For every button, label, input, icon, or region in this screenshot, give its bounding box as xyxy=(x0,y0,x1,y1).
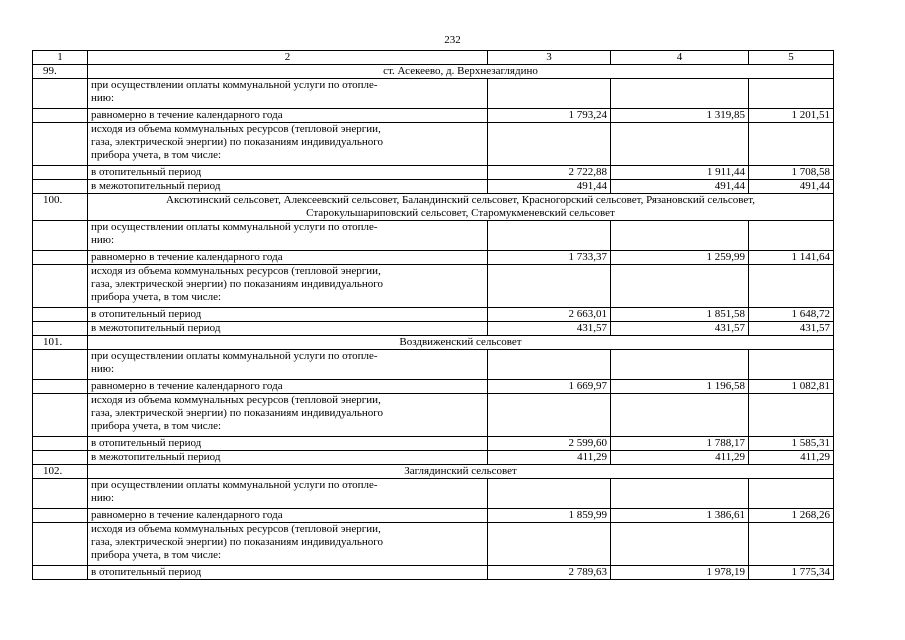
table-row xyxy=(33,221,834,251)
row-label: равномерно в течение календарного года xyxy=(88,509,488,523)
row-number-cell xyxy=(33,166,88,180)
row-number-cell xyxy=(33,322,88,336)
row-label: исходя из объема коммунальных ресурсов (тепловой энергии, газа, электрической энергии) по показаниям индивидуального прибора учета, в том числе: xyxy=(88,394,488,437)
value-cell xyxy=(611,350,749,380)
table-row xyxy=(33,350,834,380)
row-number-cell xyxy=(33,79,88,109)
value-cell xyxy=(611,394,749,437)
row-label: в отопительный период xyxy=(88,566,488,580)
value-cell: 1 788,17 xyxy=(611,437,749,451)
row-number-cell xyxy=(33,123,88,166)
value-cell xyxy=(488,265,611,308)
row-label: при осуществлении оплаты коммунальной услуги по отопле- нию: xyxy=(88,350,488,380)
row-number-cell xyxy=(33,380,88,394)
table-row xyxy=(33,180,834,194)
table-row xyxy=(33,308,834,322)
section-number: 101. xyxy=(33,336,88,350)
row-label: в межотопительный период xyxy=(88,322,488,336)
value-cell xyxy=(749,350,834,380)
value-cell: 431,57 xyxy=(488,322,611,336)
row-label: в отопительный период xyxy=(88,437,488,451)
value-cell xyxy=(749,479,834,509)
value-cell xyxy=(488,221,611,251)
table-row xyxy=(33,394,834,437)
value-cell xyxy=(749,79,834,109)
value-cell: 1 196,58 xyxy=(611,380,749,394)
row-label: исходя из объема коммунальных ресурсов (тепловой энергии, газа, электрической энергии) по показаниям индивидуального прибора учета, в том числе: xyxy=(88,523,488,566)
row-number-cell xyxy=(33,451,88,465)
tariff-table xyxy=(32,50,834,580)
value-cell xyxy=(611,523,749,566)
value-cell xyxy=(749,123,834,166)
value-cell: 1 259,99 xyxy=(611,251,749,265)
value-cell xyxy=(611,221,749,251)
section-title: Воздвиженский сельсовет xyxy=(88,336,834,350)
row-label: при осуществлении оплаты коммунальной услуги по отопле- нию: xyxy=(88,79,488,109)
value-cell: 1 648,72 xyxy=(749,308,834,322)
row-label: в отопительный период xyxy=(88,166,488,180)
page-number: 232 xyxy=(444,34,461,46)
table-row xyxy=(33,566,834,580)
value-cell: 1 201,51 xyxy=(749,109,834,123)
value-cell: 411,29 xyxy=(488,451,611,465)
table-row xyxy=(33,523,834,566)
table-row xyxy=(33,79,834,109)
value-cell xyxy=(749,265,834,308)
column-header: 3 xyxy=(488,51,611,65)
value-cell xyxy=(488,479,611,509)
value-cell xyxy=(749,523,834,566)
section-header-row xyxy=(33,65,834,79)
table-row xyxy=(33,123,834,166)
row-number-cell xyxy=(33,350,88,380)
value-cell: 2 722,88 xyxy=(488,166,611,180)
value-cell: 1 141,64 xyxy=(749,251,834,265)
row-label: в межотопительный период xyxy=(88,180,488,194)
value-cell: 1 733,37 xyxy=(488,251,611,265)
value-cell xyxy=(488,123,611,166)
value-cell: 491,44 xyxy=(611,180,749,194)
row-number-cell xyxy=(33,265,88,308)
table-row xyxy=(33,479,834,509)
value-cell xyxy=(611,123,749,166)
value-cell xyxy=(749,221,834,251)
row-label: равномерно в течение календарного года xyxy=(88,251,488,265)
column-header: 4 xyxy=(611,51,749,65)
value-cell: 1 911,44 xyxy=(611,166,749,180)
row-label: исходя из объема коммунальных ресурсов (тепловой энергии, газа, электрической энергии) по показаниям индивидуального прибора учета, в том числе: xyxy=(88,123,488,166)
row-label: исходя из объема коммунальных ресурсов (тепловой энергии, газа, электрической энергии) по показаниям индивидуального прибора учета, в том числе: xyxy=(88,265,488,308)
table-row xyxy=(33,166,834,180)
row-label: равномерно в течение календарного года xyxy=(88,380,488,394)
row-number-cell xyxy=(33,437,88,451)
row-number-cell xyxy=(33,479,88,509)
value-cell: 2 663,01 xyxy=(488,308,611,322)
row-number-cell xyxy=(33,308,88,322)
table-row xyxy=(33,109,834,123)
section-header-row xyxy=(33,194,834,221)
section-number: 100. xyxy=(33,194,88,221)
table-row xyxy=(33,251,834,265)
row-number-cell xyxy=(33,251,88,265)
value-cell: 1 268,26 xyxy=(749,509,834,523)
section-number: 102. xyxy=(33,465,88,479)
row-number-cell xyxy=(33,109,88,123)
value-cell: 491,44 xyxy=(488,180,611,194)
row-number-cell xyxy=(33,523,88,566)
value-cell xyxy=(488,523,611,566)
value-cell: 1 669,97 xyxy=(488,380,611,394)
column-header: 1 xyxy=(33,51,88,65)
column-number-row xyxy=(33,51,834,65)
row-label: в отопительный период xyxy=(88,308,488,322)
value-cell: 2 789,63 xyxy=(488,566,611,580)
value-cell xyxy=(488,79,611,109)
section-header-row xyxy=(33,465,834,479)
section-header-row xyxy=(33,336,834,350)
section-title: Заглядинский сельсовет xyxy=(88,465,834,479)
section-title: Аксютинский сельсовет, Алексеевский сельсовет, Баландинский сельсовет, Красногорский сельсовет, Рязановский сельсовет, Старокульшариповский сельсовет, Старомукменевский сельсовет xyxy=(88,194,834,221)
value-cell: 411,29 xyxy=(611,451,749,465)
value-cell xyxy=(749,394,834,437)
row-label: при осуществлении оплаты коммунальной услуги по отопле- нию: xyxy=(88,221,488,251)
table-row xyxy=(33,437,834,451)
value-cell: 1 851,58 xyxy=(611,308,749,322)
column-header: 2 xyxy=(88,51,488,65)
row-number-cell xyxy=(33,180,88,194)
section-number: 99. xyxy=(33,65,88,79)
row-number-cell xyxy=(33,221,88,251)
table-row xyxy=(33,265,834,308)
value-cell xyxy=(611,265,749,308)
value-cell: 1 775,34 xyxy=(749,566,834,580)
table-row xyxy=(33,380,834,394)
table-row xyxy=(33,509,834,523)
value-cell xyxy=(611,479,749,509)
section-title: ст. Асекеево, д. Верхнезаглядино xyxy=(88,65,834,79)
row-label: при осуществлении оплаты коммунальной услуги по отопле- нию: xyxy=(88,479,488,509)
value-cell: 1 082,81 xyxy=(749,380,834,394)
value-cell: 491,44 xyxy=(749,180,834,194)
row-number-cell xyxy=(33,566,88,580)
row-label: равномерно в течение календарного года xyxy=(88,109,488,123)
value-cell: 431,57 xyxy=(749,322,834,336)
table-row xyxy=(33,451,834,465)
value-cell: 431,57 xyxy=(611,322,749,336)
value-cell: 1 708,58 xyxy=(749,166,834,180)
value-cell: 1 978,19 xyxy=(611,566,749,580)
value-cell: 1 585,31 xyxy=(749,437,834,451)
value-cell xyxy=(488,350,611,380)
table-row xyxy=(33,322,834,336)
value-cell: 1 859,99 xyxy=(488,509,611,523)
value-cell: 411,29 xyxy=(749,451,834,465)
column-header: 5 xyxy=(749,51,834,65)
value-cell: 1 793,24 xyxy=(488,109,611,123)
row-label: в межотопительный период xyxy=(88,451,488,465)
value-cell: 2 599,60 xyxy=(488,437,611,451)
value-cell: 1 319,85 xyxy=(611,109,749,123)
row-number-cell xyxy=(33,394,88,437)
value-cell xyxy=(611,79,749,109)
row-number-cell xyxy=(33,509,88,523)
value-cell: 1 386,61 xyxy=(611,509,749,523)
value-cell xyxy=(488,394,611,437)
